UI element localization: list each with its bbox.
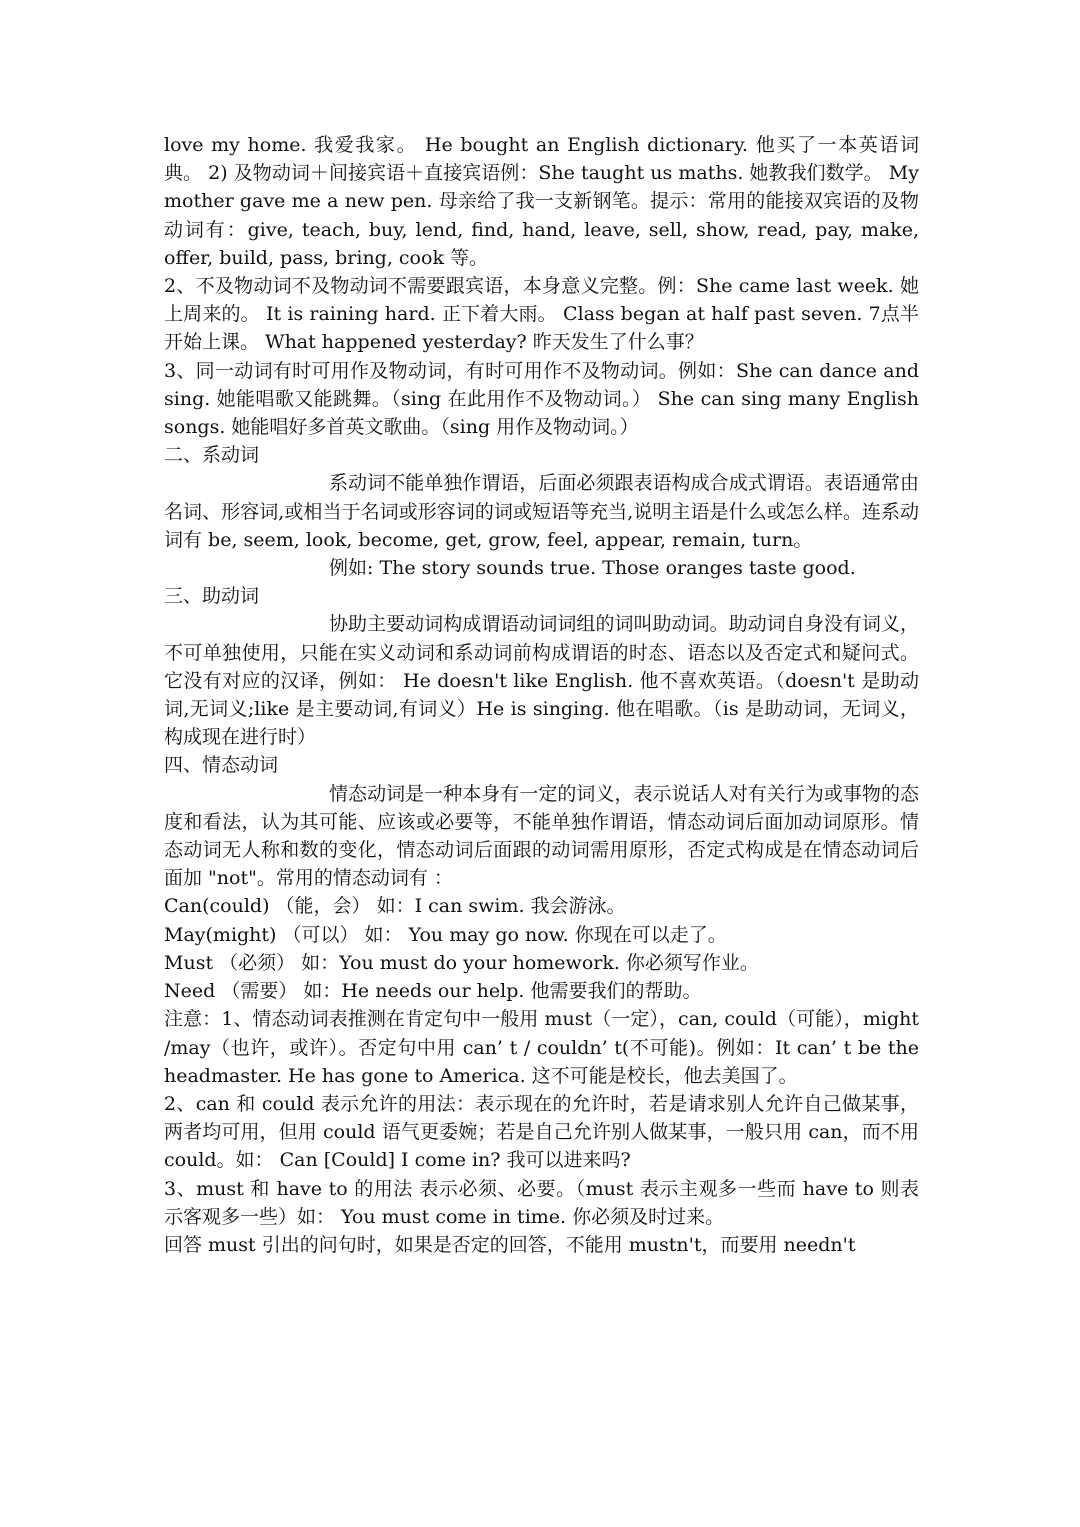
modal-example-can: Can(could) （能，会） 如：I can swim. 我会游泳。 (164, 895, 626, 918)
heading-auxiliary-verbs: 三、助动词 (164, 585, 260, 608)
paragraph-dual-use-verbs: 3、同一动词有时可用作及物动词，有时可用作不及物动词。例如：She can dance and sing. 她能唱歌又能跳舞。（sing 在此用作不及物动词。） She can sing many English songs. 她能唱好多首英文歌曲。（sing 用作及物动词。） (164, 359, 919, 439)
paragraph-modal-verbs: 情态动词是一种本身有一定的词义，表示说话人对有关行为或事物的态度和看法，认为其可能、应该或必要等，不能单独作谓语，情态动词后面加动词原形。情态动词无人称和数的变化，情态动词后面跟的动词需用原形，否定式构成是在情态动词后面加 "not"。常用的情态动词有 ： (164, 782, 919, 890)
paragraph-intransitive-verbs: 2、不及物动词不及物动词不需要跟宾语，本身意义完整。例：She came last week. 她上周来的。 It is raining hard. 正下着大雨。 Class began at half past seven. 7点半开始上课。 What happened yesterday? 昨天发生了什么事？ (164, 275, 919, 354)
paragraph-auxiliary-verbs: 协助主要动词构成谓语动词词组的词叫助动词。助动词自身没有词义，不可单独使用，只能在实义动词和系动词前构成谓语的时态、语态以及否定式和疑问式。它没有对应的汉译，例如： He doesn't like English. 他不喜欢英语。（doesn't 是助动词,无词义;like 是主要动词,有词义）He is singing. 他在唱歌。（is 是助动词，无词义，构成现在进行时） (164, 613, 919, 749)
note-permission: 2、can 和 could 表示允许的用法：表示现在的允许时，若是请求别人允许自己做某事，两者均可用，但用 could 语气更委婉；若是自己允许别人做某事，一般只用 can，而不用 could。如： Can [Could] I come in? 我可以进来吗? (164, 1092, 919, 1172)
heading-linking-verbs: 二、系动词 (164, 444, 260, 467)
paragraph-transitive-examples: love my home. 我爱我家。 He bought an English dictionary. 他买了一本英语词典。 2) 及物动词＋间接宾语＋直接宾语例：She taught us maths. 她教我们数学。 My mother gave me a new pen. 母亲给了我一支新钢笔。提示：常用的能接双宾语的及物动词有：give, teach, buy, lend, find, hand, leave, sell, show, read, pay, make, offer, build, pass, bring, cook 等。 (164, 134, 919, 269)
modal-example-may: May(might) （可以） 如： You may go now. 你现在可以走了。 (164, 923, 727, 946)
paragraph-linking-verbs: 系动词不能单独作谓语，后面必须跟表语构成合成式谓语。表语通常由名词、形容词,或相当于名词或形容词的词或短语等充当,说明主语是什么或怎么样。连系动词有 be, seem, look, become, get, grow, feel, appear, remain, turn。 (164, 472, 919, 551)
heading-modal-verbs: 四、情态动词 (164, 754, 279, 777)
paragraph-linking-examples: 例如: The story sounds true. Those oranges taste good. (329, 557, 856, 580)
modal-example-need: Need （需要） 如：He needs our help. 他需要我们的帮助。 (164, 980, 702, 1003)
document-page (164, 131, 919, 1259)
note-must-answer: 回答 must 引出的问句时，如果是否定的回答，不能用 mustn't，而要用 needn't (164, 1233, 856, 1256)
note-must-have-to: 3、must 和 have to 的用法 表示必须、必要。（must 表示主观多一些而 have to 则表示客观多一些）如： You must come in time. 你必须及时过来。 (164, 1177, 919, 1228)
note-inference: 注意：1、情态动词表推测在肯定句中一般用 must（一定），can, could（可能），might /may（也许，或许）。否定句中用 can’ t / couldn’ t(不可能)。例如：It can’ t be the headmaster. He has gone to America. 这不可能是校长，他去美国了。 (164, 1008, 919, 1087)
modal-example-must: Must （必须） 如：You must do your homework. 你必须写作业。 (164, 951, 759, 974)
